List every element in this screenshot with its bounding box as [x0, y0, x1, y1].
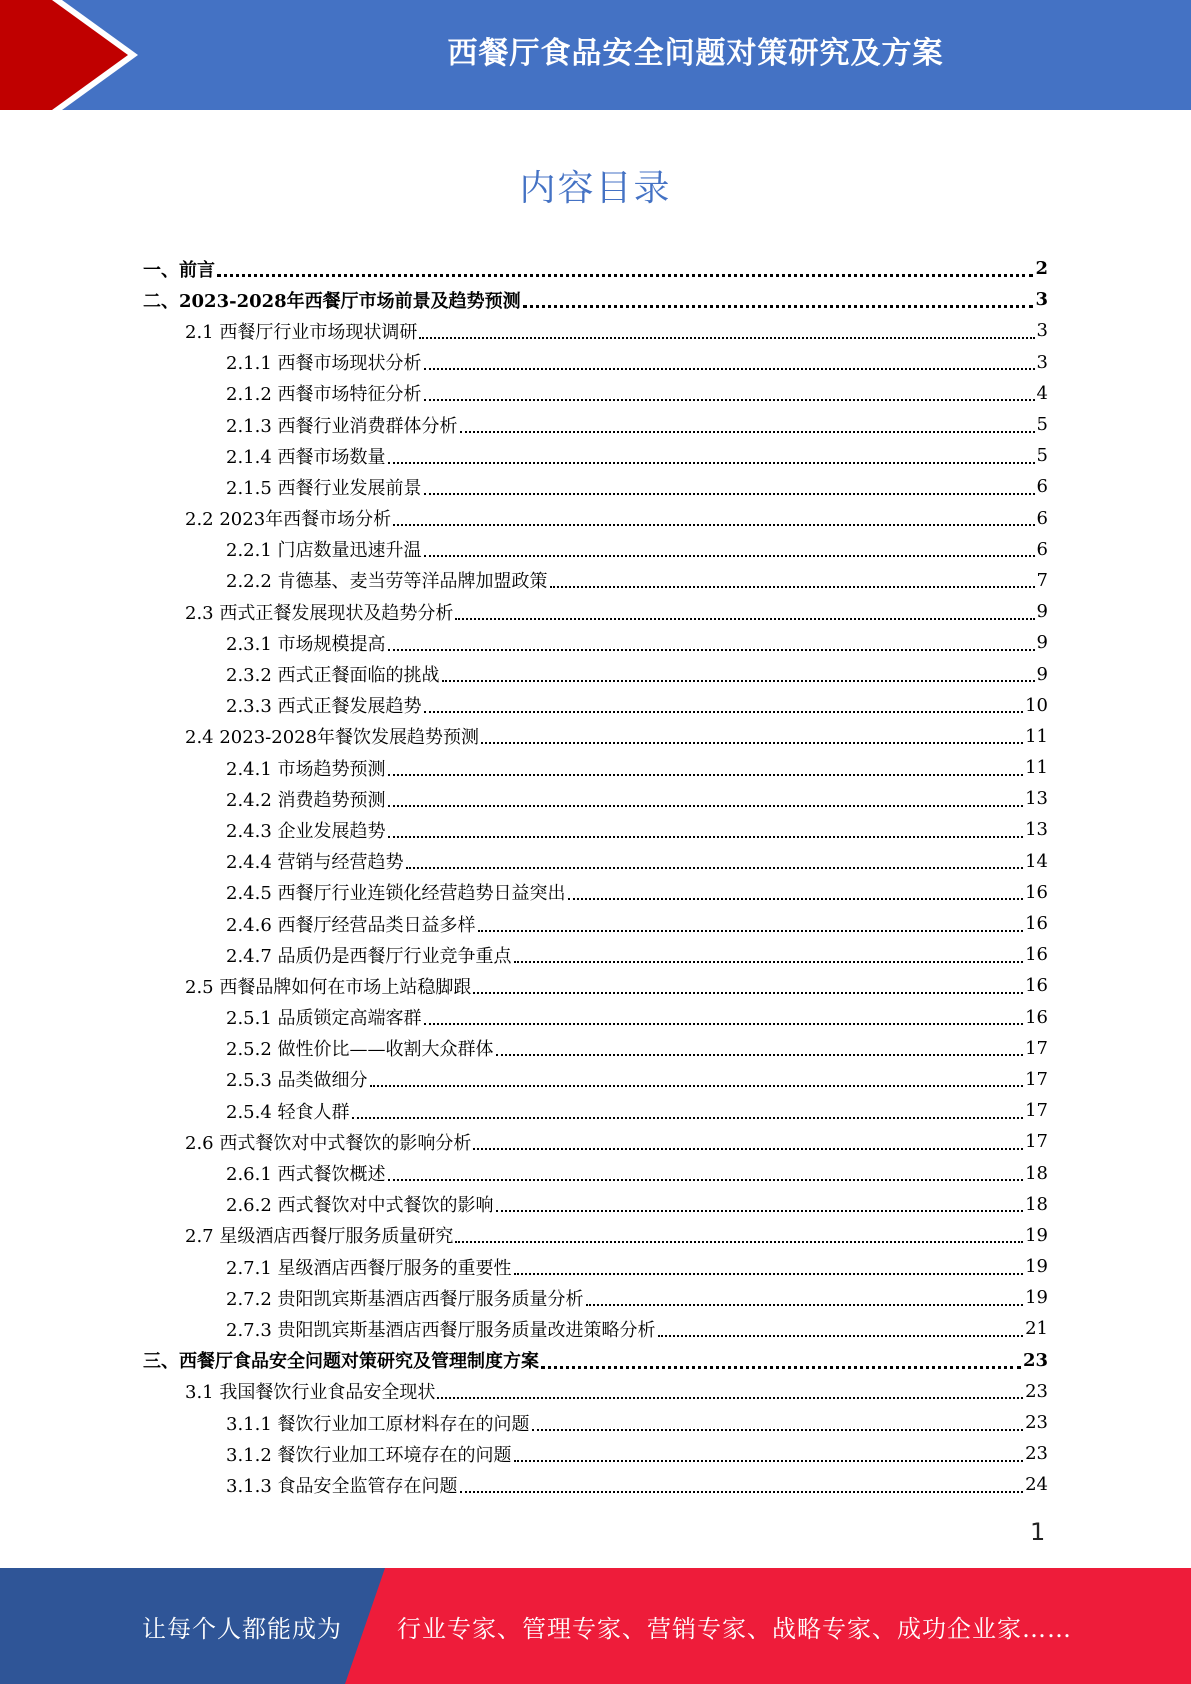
- toc-entry[interactable]: [143, 1313, 1048, 1344]
- toc-entry-label: 2.5.3 品类做细分: [226, 1070, 368, 1092]
- toc-entry[interactable]: [143, 1095, 1048, 1126]
- toc-entry-page: 2: [1035, 258, 1048, 280]
- toc-entry[interactable]: [143, 970, 1048, 1001]
- toc-entry-page: 23: [1025, 1412, 1048, 1434]
- toc-entry[interactable]: [143, 1126, 1048, 1157]
- toc-entry[interactable]: [143, 315, 1048, 346]
- toc-entry-label: 2.6.1 西式餐饮概述: [226, 1164, 386, 1186]
- toc-entry[interactable]: [143, 721, 1048, 752]
- toc-entry-label: 2.7.3 贵阳凯宾斯基酒店西餐厅服务质量改进策略分析: [226, 1319, 656, 1341]
- dot-leader: [496, 1054, 1024, 1056]
- toc-entry-page: 17: [1025, 1100, 1048, 1122]
- toc-entry-label: 2.2.1 门店数量迅速升温: [226, 540, 422, 562]
- toc-entry-page: 4: [1036, 382, 1048, 404]
- toc-entry[interactable]: [143, 1157, 1048, 1188]
- toc-entry-page: 21: [1025, 1318, 1048, 1340]
- page-number: 1: [1030, 1518, 1046, 1546]
- toc-entry[interactable]: [143, 1469, 1048, 1500]
- dot-leader: [217, 274, 1033, 277]
- toc-entry-label: 2.4.3 企业发展趋势: [226, 820, 386, 842]
- toc-entry-label: 2.4 2023-2028年餐饮发展趋势预测: [185, 727, 480, 749]
- toc-entry[interactable]: [143, 1407, 1048, 1438]
- dot-leader: [473, 1148, 1023, 1150]
- footer-slogan-right: 行业专家、管理专家、营销专家、战略专家、成功企业家……: [397, 1614, 1072, 1643]
- table-of-contents: [143, 253, 1048, 1501]
- dot-leader: [460, 431, 1035, 433]
- toc-entry-page: 18: [1025, 1193, 1048, 1215]
- toc-entry[interactable]: [143, 908, 1048, 939]
- toc-entry-page: 13: [1025, 788, 1048, 810]
- toc-heading: 内容目录: [519, 168, 672, 209]
- toc-entry-label: 2.1.5 西餐行业发展前景: [226, 477, 422, 499]
- toc-entry[interactable]: [143, 658, 1048, 689]
- toc-entry[interactable]: [143, 1251, 1048, 1282]
- toc-entry-label: 2.5 西餐品牌如何在市场上站稳脚跟: [185, 976, 472, 998]
- toc-entry[interactable]: [143, 1376, 1048, 1407]
- toc-entry-page: 9: [1036, 601, 1048, 623]
- toc-entry-page: 9: [1036, 632, 1048, 654]
- toc-entry-label: 2.4.1 市场趋势预测: [226, 758, 386, 780]
- toc-entry-page: 19: [1025, 1256, 1048, 1278]
- dot-leader: [424, 1023, 1024, 1025]
- dot-leader: [455, 1241, 1023, 1243]
- toc-entry-page: 19: [1025, 1224, 1048, 1246]
- toc-entry[interactable]: [143, 1438, 1048, 1469]
- toc-entry-page: 3: [1036, 351, 1048, 373]
- toc-entry-page: 17: [1025, 1037, 1048, 1059]
- toc-entry[interactable]: [143, 284, 1048, 315]
- toc-entry-label: 2.5.4 轻食人群: [226, 1101, 350, 1123]
- toc-entry-page: 19: [1025, 1287, 1048, 1309]
- toc-entry-page: 17: [1025, 1068, 1048, 1090]
- dot-leader: [586, 1304, 1024, 1306]
- toc-entry-page: 23: [1025, 1380, 1048, 1402]
- dot-leader: [514, 1460, 1024, 1462]
- dot-leader: [460, 1491, 1024, 1493]
- toc-entry-label: 2.3.3 西式正餐发展趋势: [226, 696, 422, 718]
- dot-leader: [496, 1210, 1024, 1212]
- dot-leader: [473, 992, 1023, 994]
- toc-entry-label: 2.7.1 星级酒店西餐厅服务的重要性: [226, 1257, 512, 1279]
- toc-entry-page: 16: [1025, 1006, 1048, 1028]
- footer-slogan-left: 让每个人都能成为: [142, 1614, 342, 1643]
- toc-entry-page: 18: [1025, 1162, 1048, 1184]
- toc-entry-page: 24: [1025, 1474, 1048, 1496]
- toc-entry[interactable]: [143, 752, 1048, 783]
- dot-leader: [514, 1273, 1024, 1275]
- toc-entry-label: 3.1.2 餐饮行业加工环境存在的问题: [226, 1444, 512, 1466]
- toc-entry-page: 5: [1036, 445, 1048, 467]
- toc-entry[interactable]: [143, 503, 1048, 534]
- toc-entry-label: 2.5.1 品质锁定高端客群: [226, 1008, 422, 1030]
- toc-entry[interactable]: [143, 1220, 1048, 1251]
- toc-entry-label: 2.4.4 营销与经营趋势: [226, 852, 404, 874]
- toc-entry[interactable]: [143, 1345, 1048, 1376]
- toc-entry-label: 2.3 西式正餐发展现状及趋势分析: [185, 602, 454, 624]
- dot-leader: [658, 1335, 1024, 1337]
- dot-leader: [352, 1117, 1024, 1119]
- toc-entry-label: 2.1.2 西餐市场特征分析: [226, 384, 422, 406]
- dot-leader: [568, 898, 1024, 900]
- toc-entry-page: 13: [1025, 819, 1048, 841]
- toc-entry[interactable]: [143, 440, 1048, 471]
- toc-entry-label: 2.2 2023年西餐市场分析: [185, 509, 392, 531]
- document-title: 西餐厅食品安全问题对策研究及方案: [447, 36, 944, 71]
- toc-entry-page: 16: [1025, 881, 1048, 903]
- dot-leader: [424, 711, 1024, 713]
- toc-entry[interactable]: [143, 814, 1048, 845]
- chevron-arrow-icon: [0, 0, 200, 110]
- toc-entry-label: 2.7.2 贵阳凯宾斯基酒店西餐厅服务质量分析: [226, 1288, 584, 1310]
- toc-entry-page: 9: [1036, 663, 1048, 685]
- toc-entry-page: 17: [1025, 1131, 1048, 1153]
- dot-leader: [388, 805, 1024, 807]
- toc-entry[interactable]: [143, 347, 1048, 378]
- dot-leader: [514, 961, 1024, 963]
- toc-entry-label: 二、2023-2028年西餐厅市场前景及趋势预测: [143, 290, 521, 312]
- toc-entry-label: 3.1.3 食品安全监管存在问题: [226, 1475, 458, 1497]
- toc-entry[interactable]: [143, 690, 1048, 721]
- dot-leader: [481, 742, 1023, 744]
- toc-entry[interactable]: [143, 877, 1048, 908]
- toc-entry-label: 2.1.1 西餐市场现状分析: [226, 353, 422, 375]
- dot-leader: [550, 586, 1035, 588]
- toc-entry-label: 2.6 西式餐饮对中式餐饮的影响分析: [185, 1132, 472, 1154]
- toc-entry-page: 3: [1036, 320, 1048, 342]
- dot-leader: [442, 680, 1035, 682]
- toc-entry[interactable]: [143, 1002, 1048, 1033]
- toc-entry-label: 2.5.2 做性价比——收割大众群体: [226, 1039, 494, 1061]
- toc-entry[interactable]: [143, 783, 1048, 814]
- toc-entry-page: 16: [1025, 944, 1048, 966]
- dot-leader: [388, 836, 1024, 838]
- toc-entry-label: 2.4.2 消费趋势预测: [226, 789, 386, 811]
- dot-leader: [370, 1085, 1024, 1087]
- toc-entry-label: 3.1 我国餐饮行业食品安全现状: [185, 1382, 436, 1404]
- toc-entry-label: 2.1.3 西餐行业消费群体分析: [226, 415, 458, 437]
- toc-entry-label: 一、前言: [143, 259, 215, 281]
- dot-leader: [388, 462, 1035, 464]
- dot-leader: [388, 649, 1035, 651]
- dot-leader: [424, 399, 1035, 401]
- dot-leader: [532, 1429, 1024, 1431]
- toc-entry-label: 2.7 星级酒店西餐厅服务质量研究: [185, 1226, 454, 1248]
- toc-entry-page: 23: [1022, 1349, 1048, 1371]
- toc-entry-label: 2.6.2 西式餐饮对中式餐饮的影响: [226, 1195, 494, 1217]
- toc-entry-label: 2.2.2 肯德基、麦当劳等洋品牌加盟政策: [226, 571, 548, 593]
- toc-entry[interactable]: [143, 534, 1048, 565]
- toc-entry-label: 2.3.1 市场规模提高: [226, 633, 386, 655]
- toc-entry-label: 2.4.6 西餐厅经营品类日益多样: [226, 914, 476, 936]
- toc-entry-label: 2.4.7 品质仍是西餐厅行业竞争重点: [226, 945, 512, 967]
- dot-leader: [388, 774, 1024, 776]
- toc-entry-label: 3.1.1 餐饮行业加工原材料存在的问题: [226, 1413, 530, 1435]
- toc-entry-page: 11: [1025, 757, 1048, 779]
- toc-entry[interactable]: [143, 846, 1048, 877]
- toc-entry[interactable]: [143, 939, 1048, 970]
- toc-entry-page: 6: [1036, 476, 1048, 498]
- footer-banner: [0, 1568, 1191, 1684]
- dot-leader: [455, 618, 1034, 620]
- dot-leader: [393, 524, 1034, 526]
- dot-leader: [419, 337, 1034, 339]
- toc-entry-label: 三、西餐厅食品安全问题对策研究及管理制度方案: [143, 1351, 539, 1373]
- toc-entry[interactable]: [143, 565, 1048, 596]
- dot-leader: [541, 1366, 1021, 1369]
- toc-entry-label: 2.1.4 西餐市场数量: [226, 446, 386, 468]
- toc-entry-page: 5: [1036, 414, 1048, 436]
- toc-entry[interactable]: [143, 378, 1048, 409]
- toc-entry-page: 14: [1025, 850, 1048, 872]
- toc-entry[interactable]: [143, 253, 1048, 284]
- dot-leader: [478, 930, 1024, 932]
- header-banner: [0, 0, 1191, 110]
- dot-leader: [437, 1397, 1023, 1399]
- toc-entry-page: 16: [1025, 975, 1048, 997]
- toc-entry-page: 6: [1036, 538, 1048, 560]
- toc-entry[interactable]: [143, 1189, 1048, 1220]
- toc-entry[interactable]: [143, 1064, 1048, 1095]
- dot-leader: [406, 867, 1024, 869]
- dot-leader: [424, 555, 1035, 557]
- toc-entry[interactable]: [143, 471, 1048, 502]
- dot-leader: [424, 368, 1035, 370]
- toc-entry[interactable]: [143, 1282, 1048, 1313]
- toc-entry-page: 7: [1036, 569, 1048, 591]
- toc-entry-page: 16: [1025, 913, 1048, 935]
- toc-entry-page: 11: [1025, 725, 1048, 747]
- dot-leader: [424, 493, 1035, 495]
- toc-entry[interactable]: [143, 1033, 1048, 1064]
- toc-entry[interactable]: [143, 596, 1048, 627]
- toc-entry-page: 3: [1035, 289, 1048, 311]
- toc-entry-label: 2.1 西餐厅行业市场现状调研: [185, 321, 418, 343]
- dot-leader: [388, 1179, 1024, 1181]
- toc-entry-page: 10: [1025, 694, 1048, 716]
- toc-entry-page: 6: [1036, 507, 1048, 529]
- dot-leader: [523, 305, 1034, 308]
- toc-entry-page: 23: [1025, 1443, 1048, 1465]
- toc-entry-label: 2.3.2 西式正餐面临的挑战: [226, 665, 440, 687]
- toc-entry[interactable]: [143, 627, 1048, 658]
- toc-entry-label: 2.4.5 西餐厅行业连锁化经营趋势日益突出: [226, 883, 566, 905]
- toc-entry[interactable]: [143, 409, 1048, 440]
